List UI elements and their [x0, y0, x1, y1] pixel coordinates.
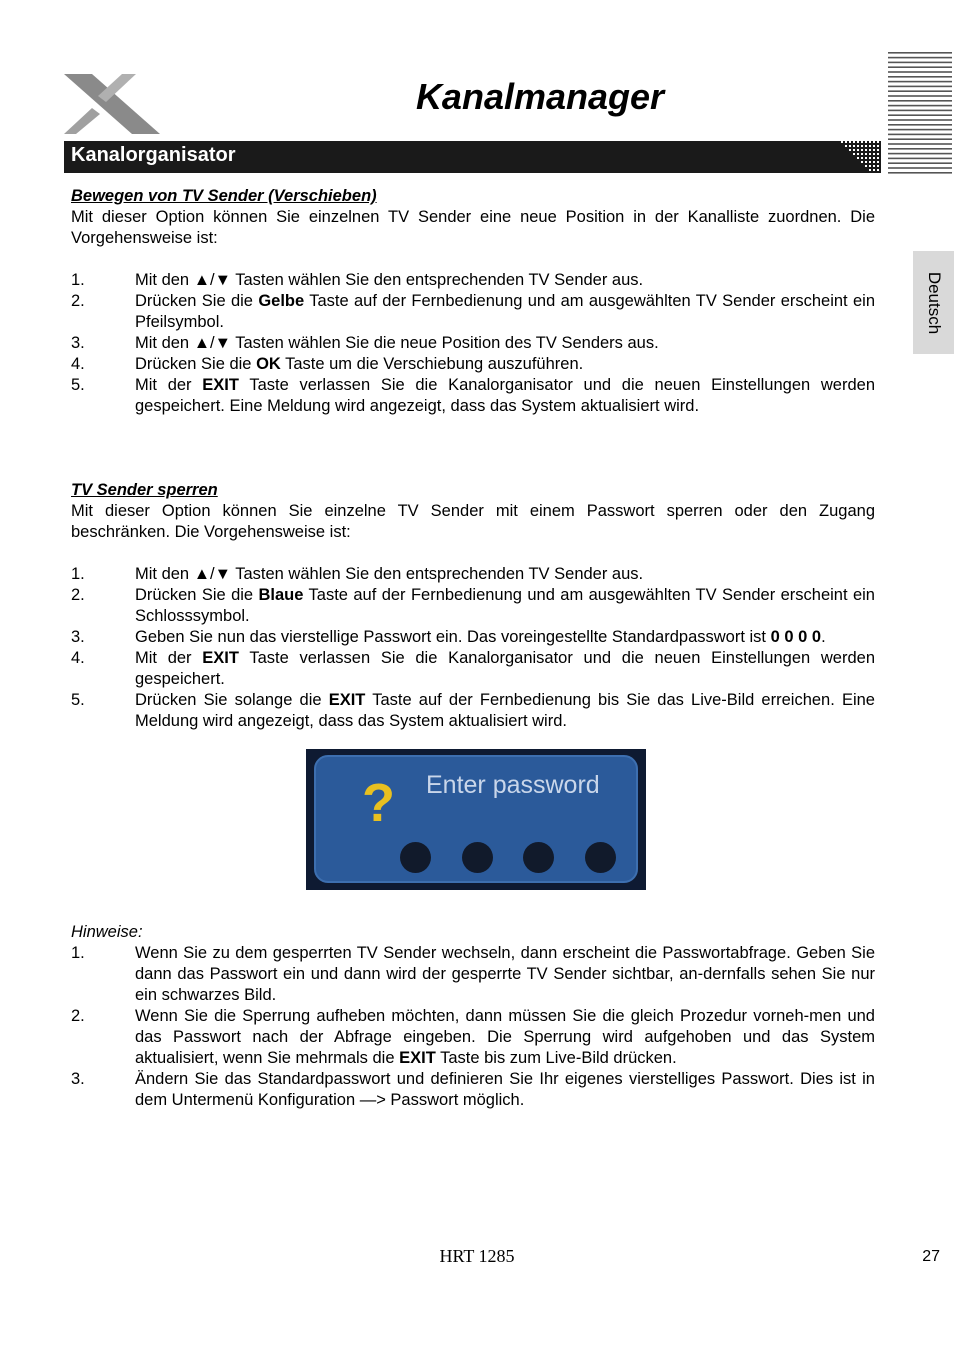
- halftone-dot: [873, 141, 875, 143]
- stripe-line: [888, 62, 952, 64]
- step-keyword: OK: [256, 355, 281, 373]
- step-number: 5.: [71, 376, 85, 394]
- stripe-line: [888, 71, 952, 73]
- list-item: [71, 943, 875, 1006]
- halftone-dot: [853, 149, 855, 151]
- step-text: Taste verlassen Sie die Kanalorganisator und die neuen Einstellungen werden gespeichert.: [135, 649, 875, 688]
- step-keyword: EXIT: [202, 376, 239, 394]
- step-number: 4.: [71, 355, 85, 373]
- stripe-line: [888, 105, 952, 107]
- step-text: Taste auf der Fernbedienung und am ausgewählten TV Sender erscheint ein Schlosssymbol.: [135, 586, 875, 625]
- halftone-dot: [857, 153, 859, 155]
- list-item: [71, 627, 875, 648]
- step-text: Mit den ▲/▼ Tasten wählen Sie den entsprechenden TV Sender aus.: [135, 565, 644, 583]
- stripe-line: [888, 162, 952, 164]
- stripe-line: [888, 119, 952, 121]
- stripe-line: [888, 100, 952, 102]
- stripe-line: [888, 57, 952, 59]
- step-text: Drücken Sie die: [135, 292, 259, 310]
- step-keyword: EXIT: [328, 691, 366, 709]
- step-number: 2.: [71, 1007, 85, 1025]
- halftone-pattern: [841, 141, 881, 173]
- step-text: Ändern Sie das Standardpasswort und definieren Sie Ihr eigenes vierstelliges Passwort. Dies ist in dem Untermenü Konfiguration —> Passwort möglich.: [135, 1070, 875, 1109]
- step-text: Wenn Sie zu dem gesperrten TV Sender wechseln, dann erscheint die Passwortabfrage. Geben Sie dann das Passwort ein und dann wird der gesperrte TV Sender sichtbar, an-dernfalls sehen Sie nur ein schwarzes Bild.: [135, 944, 875, 1004]
- step-text: Mit der: [135, 376, 203, 394]
- halftone-dot: [865, 153, 867, 155]
- stripe-line: [888, 66, 952, 68]
- halftone-dot: [869, 149, 871, 151]
- step-number: 2.: [71, 292, 85, 310]
- halftone-dot: [857, 141, 859, 143]
- stripe-line: [888, 148, 952, 150]
- page-title: Kanalmanager: [415, 76, 665, 117]
- stripe-line: [888, 129, 952, 131]
- halftone-dot: [865, 149, 867, 151]
- stripe-line: [888, 114, 952, 116]
- password-dialog-panel: [314, 755, 638, 883]
- list-item: [71, 354, 875, 375]
- step-number: 3.: [71, 628, 85, 646]
- step-text: Taste um die Verschiebung auszuführen.: [280, 355, 584, 373]
- step-text: Mit der: [135, 649, 203, 667]
- step-text: Taste auf der Fernbedienung bis Sie das Live-Bild erreichen. Eine Meldung wird angezeigt, dass das System aktualisiert wird.: [135, 691, 875, 730]
- halftone-dot: [853, 141, 855, 143]
- list-item: [71, 270, 875, 291]
- password-dot: [523, 842, 554, 873]
- halftone-dot: [849, 149, 851, 151]
- step-keyword: EXIT: [399, 1049, 436, 1067]
- halftone-dot: [877, 169, 879, 171]
- step-keyword: 0 0 0 0: [770, 628, 822, 646]
- halftone-dot: [861, 153, 863, 155]
- page-number: 27: [922, 1248, 940, 1265]
- halftone-dot: [869, 161, 871, 163]
- list-item: [71, 375, 875, 417]
- halftone-dot: [861, 161, 863, 163]
- halftone-dot: [861, 149, 863, 151]
- password-prompt: Enter password: [426, 771, 600, 799]
- step-text: Drücken Sie die: [135, 355, 257, 373]
- stripe-line: [888, 86, 952, 88]
- move-intro: Mit dieser Option können Sie einzelnen TV Sender eine neue Position in der Kanalliste zuordnen. Die Vorgehensweise ist:: [71, 208, 875, 247]
- halftone-dot: [873, 145, 875, 147]
- lock-intro: Mit dieser Option können Sie einzelne TV Sender mit einem Passwort sperren oder den Zugang beschränken. Die Vorgehensweise ist:: [71, 502, 875, 541]
- halftone-dot: [849, 145, 851, 147]
- halftone-dot: [865, 165, 867, 167]
- halftone-dot: [841, 141, 843, 143]
- halftone-dot: [869, 153, 871, 155]
- halftone-dot: [877, 157, 879, 159]
- step-text: Drücken Sie die: [135, 586, 259, 604]
- step-keyword: EXIT: [202, 649, 239, 667]
- lock-heading: TV Sender sperren: [71, 481, 218, 499]
- halftone-dot: [877, 153, 879, 155]
- list-item: [71, 1006, 875, 1069]
- list-item: [71, 291, 875, 333]
- move-steps-list: [71, 270, 875, 417]
- halftone-dot: [857, 157, 859, 159]
- halftone-dot: [865, 161, 867, 163]
- step-text: Taste bis zum Live-Bild drücken.: [435, 1049, 677, 1067]
- language-tab: [913, 251, 954, 354]
- step-number: 5.: [71, 691, 85, 709]
- step-keyword: Gelbe: [258, 292, 305, 310]
- step-number: 3.: [71, 1070, 85, 1088]
- step-keyword: Blaue: [258, 586, 304, 604]
- step-number: 4.: [71, 649, 85, 667]
- main-content: [71, 186, 875, 1111]
- stripe-line: [888, 110, 952, 112]
- stripe-line: [888, 124, 952, 126]
- decorative-stripes: [888, 50, 952, 178]
- halftone-dot: [857, 145, 859, 147]
- halftone-dot: [861, 141, 863, 143]
- halftone-dot: [853, 145, 855, 147]
- stripe-line: [888, 76, 952, 78]
- password-dot: [585, 842, 616, 873]
- halftone-dot: [873, 149, 875, 151]
- list-item: [71, 690, 875, 732]
- step-text: Mit den ▲/▼ Tasten wählen Sie den entsprechenden TV Sender aus.: [135, 271, 644, 289]
- halftone-dot: [845, 141, 847, 143]
- password-dot: [462, 842, 493, 873]
- step-text: Mit den ▲/▼ Tasten wählen Sie die neue Position des TV Senders aus.: [135, 334, 659, 352]
- halftone-dot: [873, 169, 875, 171]
- halftone-dot: [869, 157, 871, 159]
- halftone-dot: [873, 165, 875, 167]
- halftone-dot: [853, 153, 855, 155]
- halftone-dot: [877, 149, 879, 151]
- halftone-dot: [861, 145, 863, 147]
- list-item: [71, 1069, 875, 1111]
- list-item: [71, 333, 875, 354]
- stripe-line: [888, 153, 952, 155]
- stripe-line: [888, 134, 952, 136]
- stripe-line: [888, 90, 952, 92]
- step-number: 3.: [71, 334, 85, 352]
- stripe-line: [888, 158, 952, 160]
- stripe-line: [888, 81, 952, 83]
- halftone-dot: [873, 157, 875, 159]
- halftone-dot: [849, 141, 851, 143]
- footer-model-name: HRT 1285: [439, 1246, 515, 1266]
- stripe-line: [888, 143, 952, 145]
- stripe-line: [888, 52, 952, 54]
- halftone-dot: [869, 169, 871, 171]
- stripe-line: [888, 172, 952, 174]
- step-text: .: [821, 628, 826, 646]
- lock-steps-list: [71, 564, 875, 732]
- halftone-dot: [877, 161, 879, 163]
- move-heading: Bewegen von TV Sender (Verschieben): [71, 187, 377, 205]
- step-text: Drücken Sie solange die: [135, 691, 329, 709]
- halftone-dot: [861, 157, 863, 159]
- halftone-dot: [869, 165, 871, 167]
- step-number: 2.: [71, 586, 85, 604]
- section-header-bar: [64, 141, 881, 173]
- halftone-dot: [877, 145, 879, 147]
- stripe-line: [888, 138, 952, 140]
- halftone-dot: [877, 141, 879, 143]
- section-title: Kanalorganisator: [71, 144, 236, 166]
- step-text: Wenn Sie die Sperrung aufheben möchten, dann müssen Sie die gleich Prozedur vorneh-men und das Passwort nach der Abfrage eingeben. Die Sperrung wird aufgehoben und das System aktualisiert, wenn Sie mehrmals die: [135, 1007, 875, 1067]
- step-number: 1.: [71, 565, 85, 583]
- step-text: Taste verlassen Sie die Kanalorganisator und die neuen Einstellungen werden gespeichert. Eine Meldung wird angezeigt, dass das System aktualisiert wird.: [135, 376, 875, 415]
- step-number: 1.: [71, 271, 85, 289]
- halftone-dot: [857, 149, 859, 151]
- halftone-dot: [865, 145, 867, 147]
- question-mark-icon: ?: [362, 773, 395, 833]
- halftone-dot: [865, 141, 867, 143]
- list-item: [71, 564, 875, 585]
- halftone-dot: [869, 141, 871, 143]
- halftone-dot: [845, 145, 847, 147]
- halftone-dot: [869, 145, 871, 147]
- step-text: Taste auf der Fernbedienung und am ausgewählten TV Sender erscheint ein Pfeilsymbol.: [135, 292, 875, 331]
- notes-heading: Hinweise:: [71, 923, 143, 941]
- step-number: 1.: [71, 944, 85, 962]
- list-item: [71, 648, 875, 690]
- stripe-line: [888, 95, 952, 97]
- notes-list: [71, 943, 875, 1111]
- step-text: Geben Sie nun das vierstellige Passwort ein. Das voreingestellte Standardpasswort ist: [135, 628, 771, 646]
- halftone-dot: [865, 157, 867, 159]
- language-tab-label: Deutsch: [924, 271, 944, 334]
- password-dialog-screenshot: [306, 749, 646, 890]
- halftone-dot: [877, 165, 879, 167]
- halftone-dot: [873, 161, 875, 163]
- password-dot: [400, 842, 431, 873]
- halftone-dot: [873, 153, 875, 155]
- stripe-line: [888, 167, 952, 169]
- list-item: [71, 585, 875, 627]
